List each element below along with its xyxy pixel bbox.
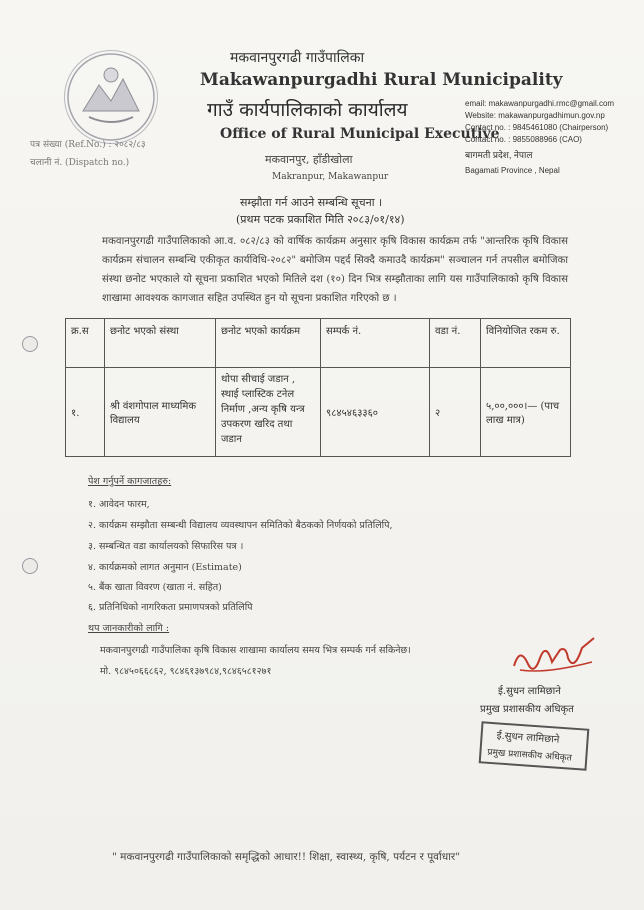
official-stamp (479, 721, 590, 770)
signature-icon (506, 628, 602, 680)
table-row (66, 368, 571, 457)
header-cell: वडा नं. (430, 319, 481, 368)
notice-body: मकवानपुरगढी गाउँपालिकाको आ.व. ०८२/८३ को वार्षिक कार्यक्रम अनुसार कृषि विकास कार्यक्रम तर्फ "आन्तरिक कृषि विकास कार्यक्रम संचालन सम्बन्धि एकीकृत कार्यविधि-२०८२" बमोजिम पद्दर्द सिक्दै कमाउदै कार्यक्रम" सञ्चालन गर्न तपसील बमोजिका संस्था छनोट भएकाले यो सूचना प्रकाशित भएको मितिले दश (१०) दिन भित्र सम्झौताका लागि यस गाउँपालिकाको कृषि विकास शाखामा आवश्यक कागजात सहित उपस्थित हुन यो सूचना प्रकाशित गरिएको छ । (102, 236, 568, 304)
header-cell: विनियोजित रकम रु. (481, 319, 571, 368)
signatory-name: ई.सुधन लामिछाने (498, 686, 561, 697)
document-item: ३. सम्बन्धित वडा कार्यालयको सिफारिस पत्र । (88, 541, 244, 552)
document-item: १. आवेदन फारम, (88, 499, 150, 510)
address-en: Makranpur, Makawanpur (272, 172, 389, 182)
table-cell: श्री वंशगोपाल माध्यमिक विद्यालय (105, 368, 216, 457)
header-cell: क्र.स (66, 319, 105, 368)
contact-cao: Contact no. : 9855088966 (CAO) (465, 135, 582, 144)
municipality-logo (64, 50, 158, 144)
punch-hole (22, 558, 38, 574)
header-cell: छनोट भएको संस्था (105, 319, 216, 368)
notice-subtitle: (प्रथम पटक प्रकाशित मिति २०८३/०१/१४) (236, 213, 405, 226)
contact-chairperson: Contact no. : 9845461080 (Chairperson) (465, 123, 609, 132)
table-cell: २ (430, 368, 481, 457)
document-item: ६. प्रतिनिधिको नागरिकता प्रमाणपत्रको प्रतिलिपि (88, 602, 253, 613)
province-np: बागमती प्रदेश, नेपाल (465, 150, 533, 160)
table-cell: ९८४५४६३३६० (321, 368, 430, 457)
header-cell: सम्पर्क नं. (321, 319, 430, 368)
stamp-line: प्रमुख प्रशासकीय अधिकृत (487, 747, 573, 764)
table-cell: थोपा सीचाई जडान , स्थाई प्लास्टिक टनेल निर्माण ,अन्य कृषि यन्त्र उपकरण खरिद तथा जडान (216, 368, 321, 457)
signatory-title: प्रमुख प्रशासकीय अधिकृत (480, 704, 574, 715)
province-en: Bagamati Province , Nepal (465, 166, 560, 175)
info-phone-line: मो. ९८४५०६६८६२, ९८४६१३७९८४,९८४६५८१२७१ (100, 666, 272, 677)
municipality-name-np: मकवानपुरगढी गाउँपालिका (230, 50, 365, 66)
table-header-row (66, 319, 571, 368)
documents-title: पेश गर्नुपर्ने कागजातहरु: (88, 476, 172, 487)
header-cell: छनोट भएको कार्यक्रम (216, 319, 321, 368)
document-item: २. कार्यक्रम सम्झौता सम्बन्धी विद्यालय व्यवस्थापन समितिको बैठकको निर्णयको प्रतिलिपि, (88, 520, 393, 531)
municipality-name-en: Makawanpurgadhi Rural Municipality (200, 70, 563, 90)
info-line: मकवानपुरगढी गाउँपालिका कृषि विकास शाखामा कार्यालय समय भित्र सम्पर्क गर्न सकिनेछ। (100, 645, 411, 656)
dispatch-number: चलानी नं. (Dispatch no.) (30, 158, 130, 168)
stamp-line: ई.सुधन लामिछाने (496, 730, 560, 746)
notice-subject: सम्झौता गर्न आउने सम्बन्धि सूचना । (240, 196, 383, 209)
office-name-np: गाउँ कार्यपालिकाको कार्यालय (207, 99, 408, 121)
selection-table (65, 318, 571, 457)
table-cell: ५,००,०००।— (पाच लाख मात्र) (481, 368, 571, 457)
footer-slogan: " मकवानपुरगढी गाउँपालिकाको समृद्धिको आधार!! शिक्षा, स्वास्थ्य, कृषि, पर्यटन र पूर्वाधार" (112, 851, 461, 863)
document-item: ४. कार्यक्रमको लागत अनुमान (Estimate) (88, 562, 242, 573)
contact-email: email: makawanpurgadhi.rmc@gmail.com (465, 99, 615, 108)
letter-number: पत्र संख्या (Ref.No.) : २०८२/८३ (30, 140, 146, 150)
contact-website: Website: makawanpurgadhimun.gov.np (465, 111, 605, 120)
info-title: थप जानकारीको लागि : (88, 623, 170, 634)
table-cell: १. (66, 368, 105, 457)
document-item: ५. बैंक खाता विवरण (खाता नं. सहित) (88, 582, 222, 593)
punch-hole (22, 336, 38, 352)
address-np: मकवानपुर, हाँडीखोला (265, 153, 353, 166)
office-name-en: Office of Rural Municipal Executive (220, 126, 500, 142)
